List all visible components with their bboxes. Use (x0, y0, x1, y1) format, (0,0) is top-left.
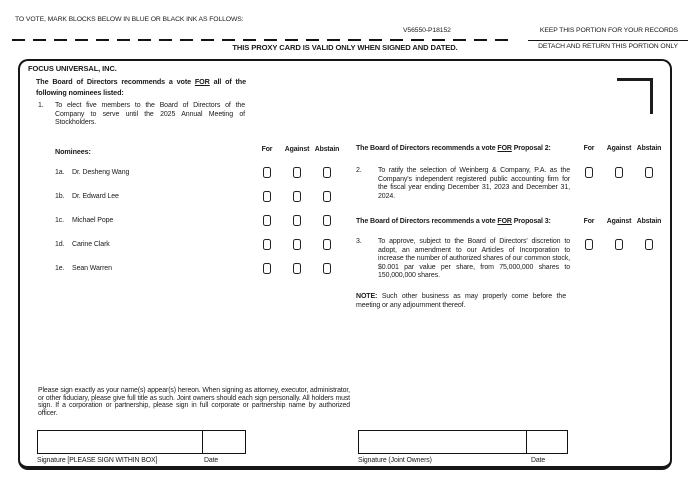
checkbox-1d-for[interactable] (263, 239, 271, 250)
nominee-id: 1b. (55, 193, 65, 200)
checkbox-1b-abstain[interactable] (323, 191, 331, 202)
signature-input-area-primary[interactable] (38, 431, 202, 453)
checkbox-1e-for[interactable] (263, 263, 271, 274)
nominee-row-1e (55, 264, 112, 273)
checkbox-p2-against[interactable] (615, 167, 623, 178)
checkbox-1b-for[interactable] (263, 191, 271, 202)
checkbox-p3-for[interactable] (585, 239, 593, 250)
proposal3-recommendation-for: FOR (497, 218, 512, 225)
nominee-row-1a (55, 168, 129, 177)
nominee-id: 1a. (55, 169, 65, 176)
nominee-name: Sean Warren (72, 265, 112, 272)
vote-column-header-abstain: Abstain (636, 145, 662, 152)
nominee-name: Michael Pope (72, 217, 114, 224)
proposal3-text: To approve, subject to the Board of Directors' discretion to adopt, an amendment to our Articles of Incorporation to increase the number of authorized shares of our common stock, $0.001 par value per share, from 75,000,000 shares to 150,000,000 shares. (378, 238, 570, 279)
checkbox-1d-against[interactable] (293, 239, 301, 250)
date-input-area-joint[interactable] (526, 431, 567, 453)
checkbox-p2-abstain[interactable] (645, 167, 653, 178)
nominee-row-1d (55, 240, 110, 249)
proposal2-text: To ratify the selection of Weinberg & Company, P.A. as the Company's independent registered public accounting firm for the fiscal year ending December 31, 2023 and December 31, 2024. (378, 167, 570, 200)
signature-label-joint: Signature (Joint Owners) (358, 457, 432, 464)
company-name: FOCUS UNIVERSAL, INC. (28, 64, 117, 73)
detach-dashed-rule (12, 39, 515, 41)
nominee-id: 1d. (55, 241, 65, 248)
proposal2-recommendation (356, 145, 551, 152)
date-label-primary: Date (204, 457, 219, 464)
checkbox-1b-against[interactable] (293, 191, 301, 202)
vote-column-header-against: Against (284, 146, 310, 153)
nominee-id: 1c. (55, 217, 65, 224)
nominee-name: Dr. Desheng Wang (72, 169, 130, 176)
proposal1-recommendation-for: FOR (194, 77, 210, 86)
vote-header-right-p3 (574, 218, 664, 226)
checkbox-1c-for[interactable] (263, 215, 271, 226)
note-text: Such other business as may properly come before the meeting or any adjournment thereof. (356, 293, 566, 309)
corner-registration-mark-icon (650, 78, 653, 114)
proposal1-recommendation-suffix: all of the following nominees listed: (36, 77, 246, 97)
vote-row-p2 (574, 167, 664, 178)
checkbox-1a-for[interactable] (263, 167, 271, 178)
proposal2-number: 2. (356, 167, 362, 174)
nominee-id: 1e. (55, 265, 65, 272)
nominee-row-1c (55, 216, 113, 225)
date-input-area-primary[interactable] (202, 431, 245, 453)
signature-box-primary (37, 430, 246, 454)
vote-column-header-abstain: Abstain (636, 218, 662, 225)
note-paragraph (356, 293, 566, 310)
proposal3-recommendation (356, 218, 551, 225)
nominee-row-1b (55, 192, 119, 201)
control-number: V56550-P18152 (403, 27, 451, 34)
sign-instructions: Please sign exactly as your name(s) appear(s) hereon. When signing as attorney, executor, administrator, or other fiduciary, please give full title as such. Joint owners should each sign personally. All holders must sign. If a corporation or partnership, please sign in full corporate or partnership name by authorized officer. (38, 387, 350, 417)
vote-column-header-for: For (583, 145, 595, 152)
checkbox-p3-abstain[interactable] (645, 239, 653, 250)
proposal3-recommendation-prefix: The Board of Directors recommends a vote (356, 218, 498, 225)
detach-return-note: DETACH AND RETURN THIS PORTION ONLY (538, 43, 678, 50)
vote-row-1a (252, 167, 342, 178)
proposal1-text: To elect five members to the Board of Directors of the Company to serve until the 2025 Annual Meeting of Stockholders. (55, 102, 245, 126)
nominees-label: Nominees: (55, 147, 91, 156)
vote-header-right-p2 (574, 145, 664, 153)
date-label-joint: Date (531, 457, 546, 464)
vote-column-header-for: For (583, 218, 595, 225)
proxy-valid-notice: THIS PROXY CARD IS VALID ONLY WHEN SIGNED AND DATED. (232, 43, 458, 52)
vote-column-header-against: Against (606, 218, 632, 225)
proposal3-number: 3. (356, 238, 362, 245)
corner-registration-mark-icon (617, 78, 653, 81)
vote-row-1d (252, 239, 342, 250)
voting-instruction: TO VOTE, MARK BLOCKS BELOW IN BLUE OR BLACK INK AS FOLLOWS: (15, 16, 244, 23)
proposal3-recommendation-suffix: Proposal 3: (511, 218, 551, 225)
signature-box-joint (358, 430, 568, 454)
vote-row-1b (252, 191, 342, 202)
note-label: NOTE: (356, 293, 378, 300)
proposal1-number: 1. (38, 102, 44, 109)
checkbox-1a-abstain[interactable] (323, 167, 331, 178)
vote-row-1c (252, 215, 342, 226)
vote-column-header-for: For (261, 146, 273, 153)
checkbox-p3-against[interactable] (615, 239, 623, 250)
vote-column-header-against: Against (606, 145, 632, 152)
detach-solid-rule (528, 40, 688, 41)
signature-input-area-joint[interactable] (359, 431, 526, 453)
checkbox-1d-abstain[interactable] (323, 239, 331, 250)
proposal2-recommendation-suffix: Proposal 2: (511, 145, 551, 152)
proposal2-recommendation-for: FOR (497, 145, 512, 152)
nominee-name: Carine Clark (72, 241, 110, 248)
checkbox-1e-abstain[interactable] (323, 263, 331, 274)
nominee-name: Dr. Edward Lee (72, 193, 119, 200)
proposal2-recommendation-prefix: The Board of Directors recommends a vote (356, 145, 498, 152)
vote-row-p3 (574, 239, 664, 250)
proposal1-recommendation (36, 77, 246, 99)
checkbox-1a-against[interactable] (293, 167, 301, 178)
checkbox-1e-against[interactable] (293, 263, 301, 274)
checkbox-p2-for[interactable] (585, 167, 593, 178)
keep-records-note: KEEP THIS PORTION FOR YOUR RECORDS (539, 27, 678, 34)
proposal1-recommendation-prefix: The Board of Directors recommends a vote (36, 77, 195, 86)
vote-row-1e (252, 263, 342, 274)
signature-label-primary: Signature [PLEASE SIGN WITHIN BOX] (37, 457, 158, 464)
checkbox-1c-abstain[interactable] (323, 215, 331, 226)
checkbox-1c-against[interactable] (293, 215, 301, 226)
vote-column-header-abstain: Abstain (314, 146, 340, 153)
vote-header-left (252, 146, 342, 154)
